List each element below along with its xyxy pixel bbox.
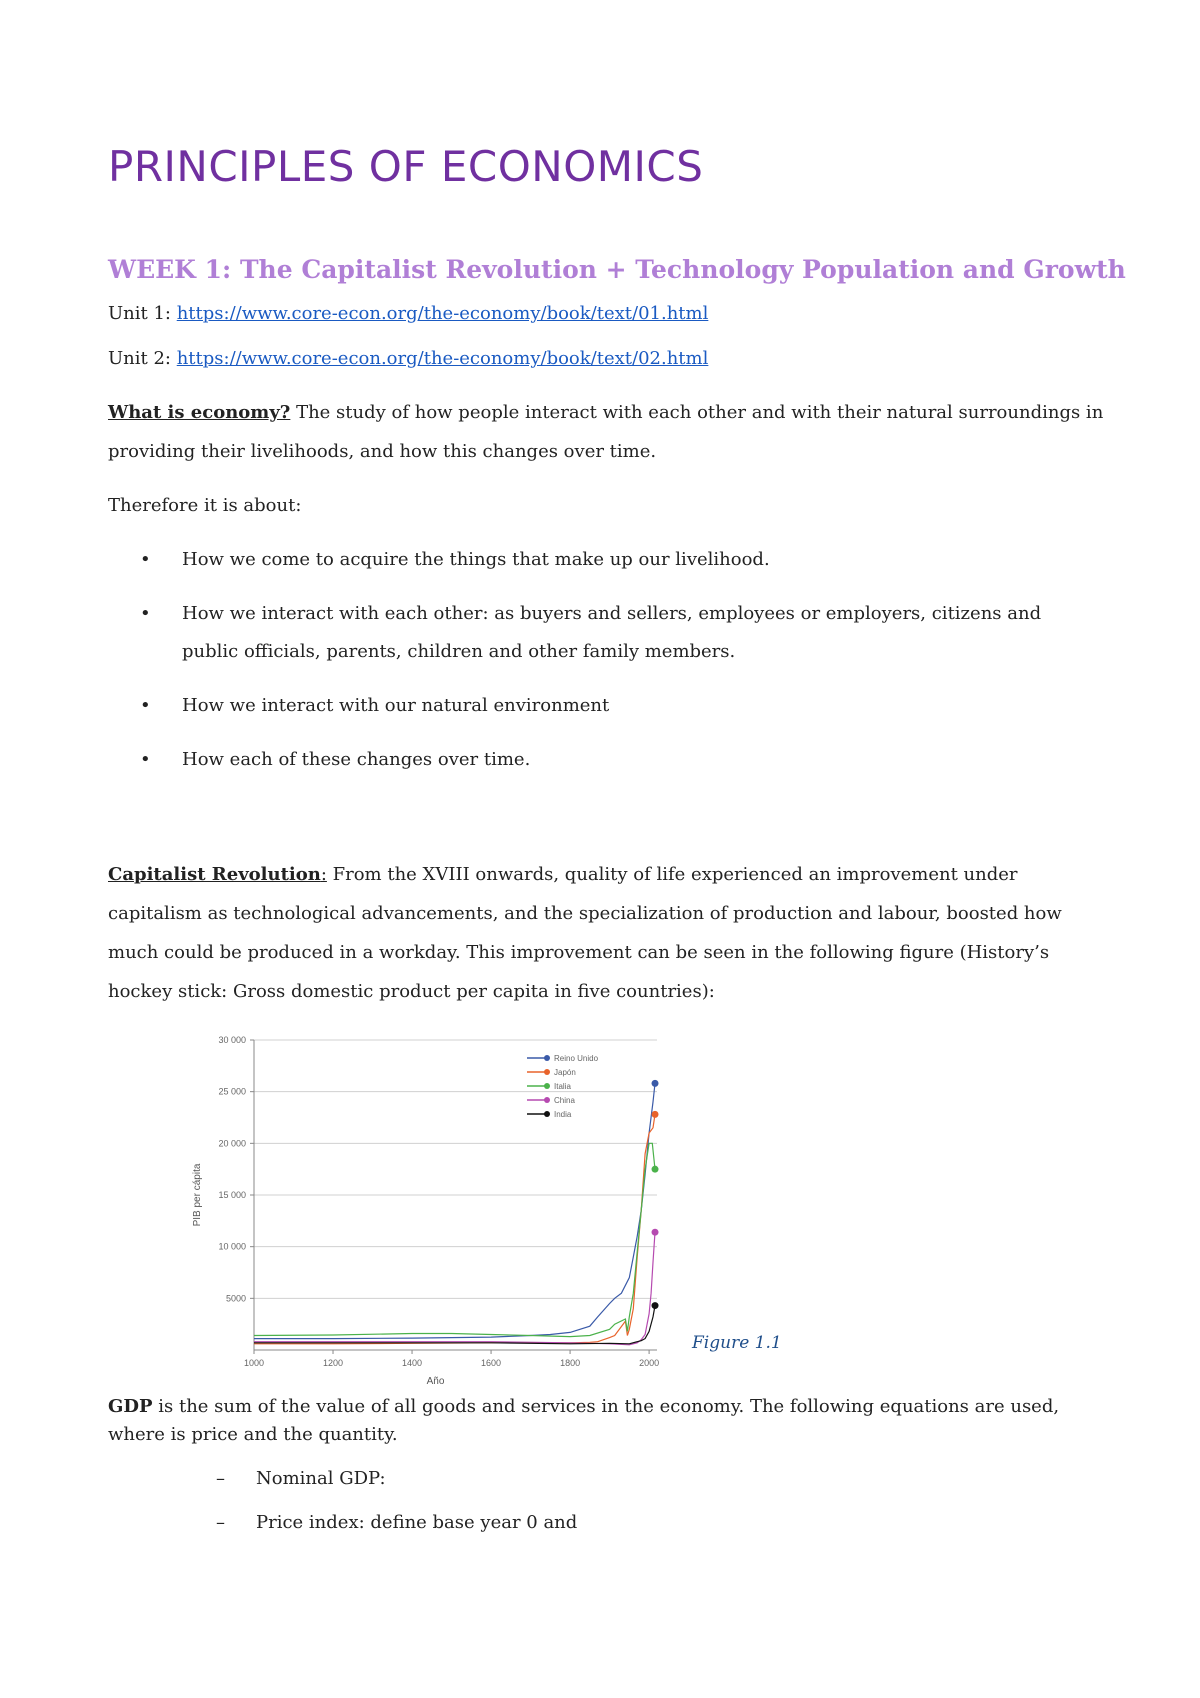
gdp-term: GDP <box>108 1396 153 1417</box>
legend-marker <box>544 1055 550 1061</box>
list-item <box>216 1512 577 1533</box>
series-line <box>254 1083 655 1338</box>
capitalist-text: From the XVIII onwards, quality of life experienced an improvement under capitalism as technological advancements, and the specialization of production and labour, boosted how much could be produced in a workday. This improvement can be seen in the following figure (History’s hockey stick: Gross domestic product per capita in five countries): <box>108 864 1062 1002</box>
y-tick-label: 10 000 <box>218 1241 246 1252</box>
legend-marker <box>544 1083 550 1089</box>
unit-2-label: Unit 2: <box>108 348 177 369</box>
y-axis-label: PIB per cápita <box>192 1163 203 1227</box>
x-tick-label: 1800 <box>560 1358 581 1368</box>
capitalist-revolution-paragraph <box>108 855 1108 1011</box>
list-item-text: Price index: define base year 0 and <box>256 1512 578 1533</box>
week-heading: WEEK 1: The Capitalist Revolution + Technology Population and Growth <box>108 255 1126 284</box>
y-tick-label: 5000 <box>225 1293 246 1304</box>
capitalist-term: Capitalist Revolution <box>108 864 321 885</box>
list-item-text: Nominal GDP: <box>256 1468 386 1489</box>
unit-2-line <box>108 348 708 369</box>
bullet-symbol: • <box>140 749 151 770</box>
y-tick-label: 25 000 <box>218 1086 246 1097</box>
x-axis-label: Año <box>426 1376 445 1387</box>
series-line <box>254 1114 655 1343</box>
page-title: PRINCIPLES OF ECONOMICS <box>108 142 704 191</box>
bullet-symbol: • <box>140 695 151 716</box>
unit-1-link[interactable]: https://www.core-econ.org/the-economy/book/text/01.html <box>176 303 709 324</box>
series-end-point <box>652 1229 659 1236</box>
series-end-point <box>652 1111 659 1118</box>
legend-label: China <box>554 1096 575 1105</box>
y-tick-label: 20 000 <box>218 1138 246 1149</box>
legend-label: Japón <box>554 1068 576 1077</box>
gdp-chart <box>182 1030 662 1390</box>
x-tick-label: 1400 <box>402 1358 423 1368</box>
series-line <box>254 1143 655 1336</box>
dash-symbol: – <box>216 1468 225 1489</box>
therefore-text: Therefore it is about: <box>108 495 302 516</box>
unit-1-label: Unit 1: <box>108 303 177 324</box>
legend-marker <box>544 1069 550 1075</box>
series-end-point <box>652 1166 659 1173</box>
gdp-paragraph <box>108 1393 1108 1449</box>
list-item-text: How each of these changes over time. <box>182 749 531 770</box>
x-tick-label: 1600 <box>481 1358 502 1368</box>
bullet-symbol: • <box>140 603 151 624</box>
series-end-point <box>652 1080 659 1087</box>
gdp-text: is the sum of the value of all goods and services in the economy. The following equations are used, where is price and the quantity. <box>108 1396 1060 1445</box>
economy-term: What is economy? <box>108 402 291 423</box>
economy-definition <box>108 393 1108 471</box>
legend-label: India <box>554 1110 572 1119</box>
x-tick-label: 2000 <box>639 1358 660 1368</box>
legend-label: Reino Unido <box>554 1054 599 1063</box>
list-item <box>216 1468 386 1489</box>
list-item-text: How we interact with each other: as buyers and sellers, employees or employers, citizens and public officials, parents, children and other family members. <box>182 603 1042 662</box>
y-tick-label: 15 000 <box>218 1190 246 1200</box>
legend-label: Italia <box>554 1082 571 1091</box>
x-tick-label: 1200 <box>323 1358 344 1368</box>
economy-text: The study of how people interact with each other and with their natural surroundings in providing their livelihoods, and how this changes over time. <box>108 402 1104 462</box>
dash-symbol: – <box>216 1512 225 1533</box>
capitalist-colon: : <box>320 864 327 885</box>
series-line <box>254 1232 655 1345</box>
legend-marker <box>544 1111 550 1117</box>
unit-1-line <box>108 303 708 324</box>
unit-2-link[interactable]: https://www.core-econ.org/the-economy/book/text/02.html <box>176 348 709 369</box>
legend-marker <box>544 1097 550 1103</box>
x-tick-label: 1000 <box>243 1358 265 1368</box>
y-tick-label: 30 000 <box>218 1035 246 1045</box>
figure-caption: Figure 1.1 <box>692 1333 782 1353</box>
list-item-text: How we interact with our natural environment <box>182 695 610 716</box>
bullet-symbol: • <box>140 549 151 570</box>
series-end-point <box>652 1302 659 1309</box>
list-item-text: How we come to acquire the things that make up our livelihood. <box>182 549 770 570</box>
